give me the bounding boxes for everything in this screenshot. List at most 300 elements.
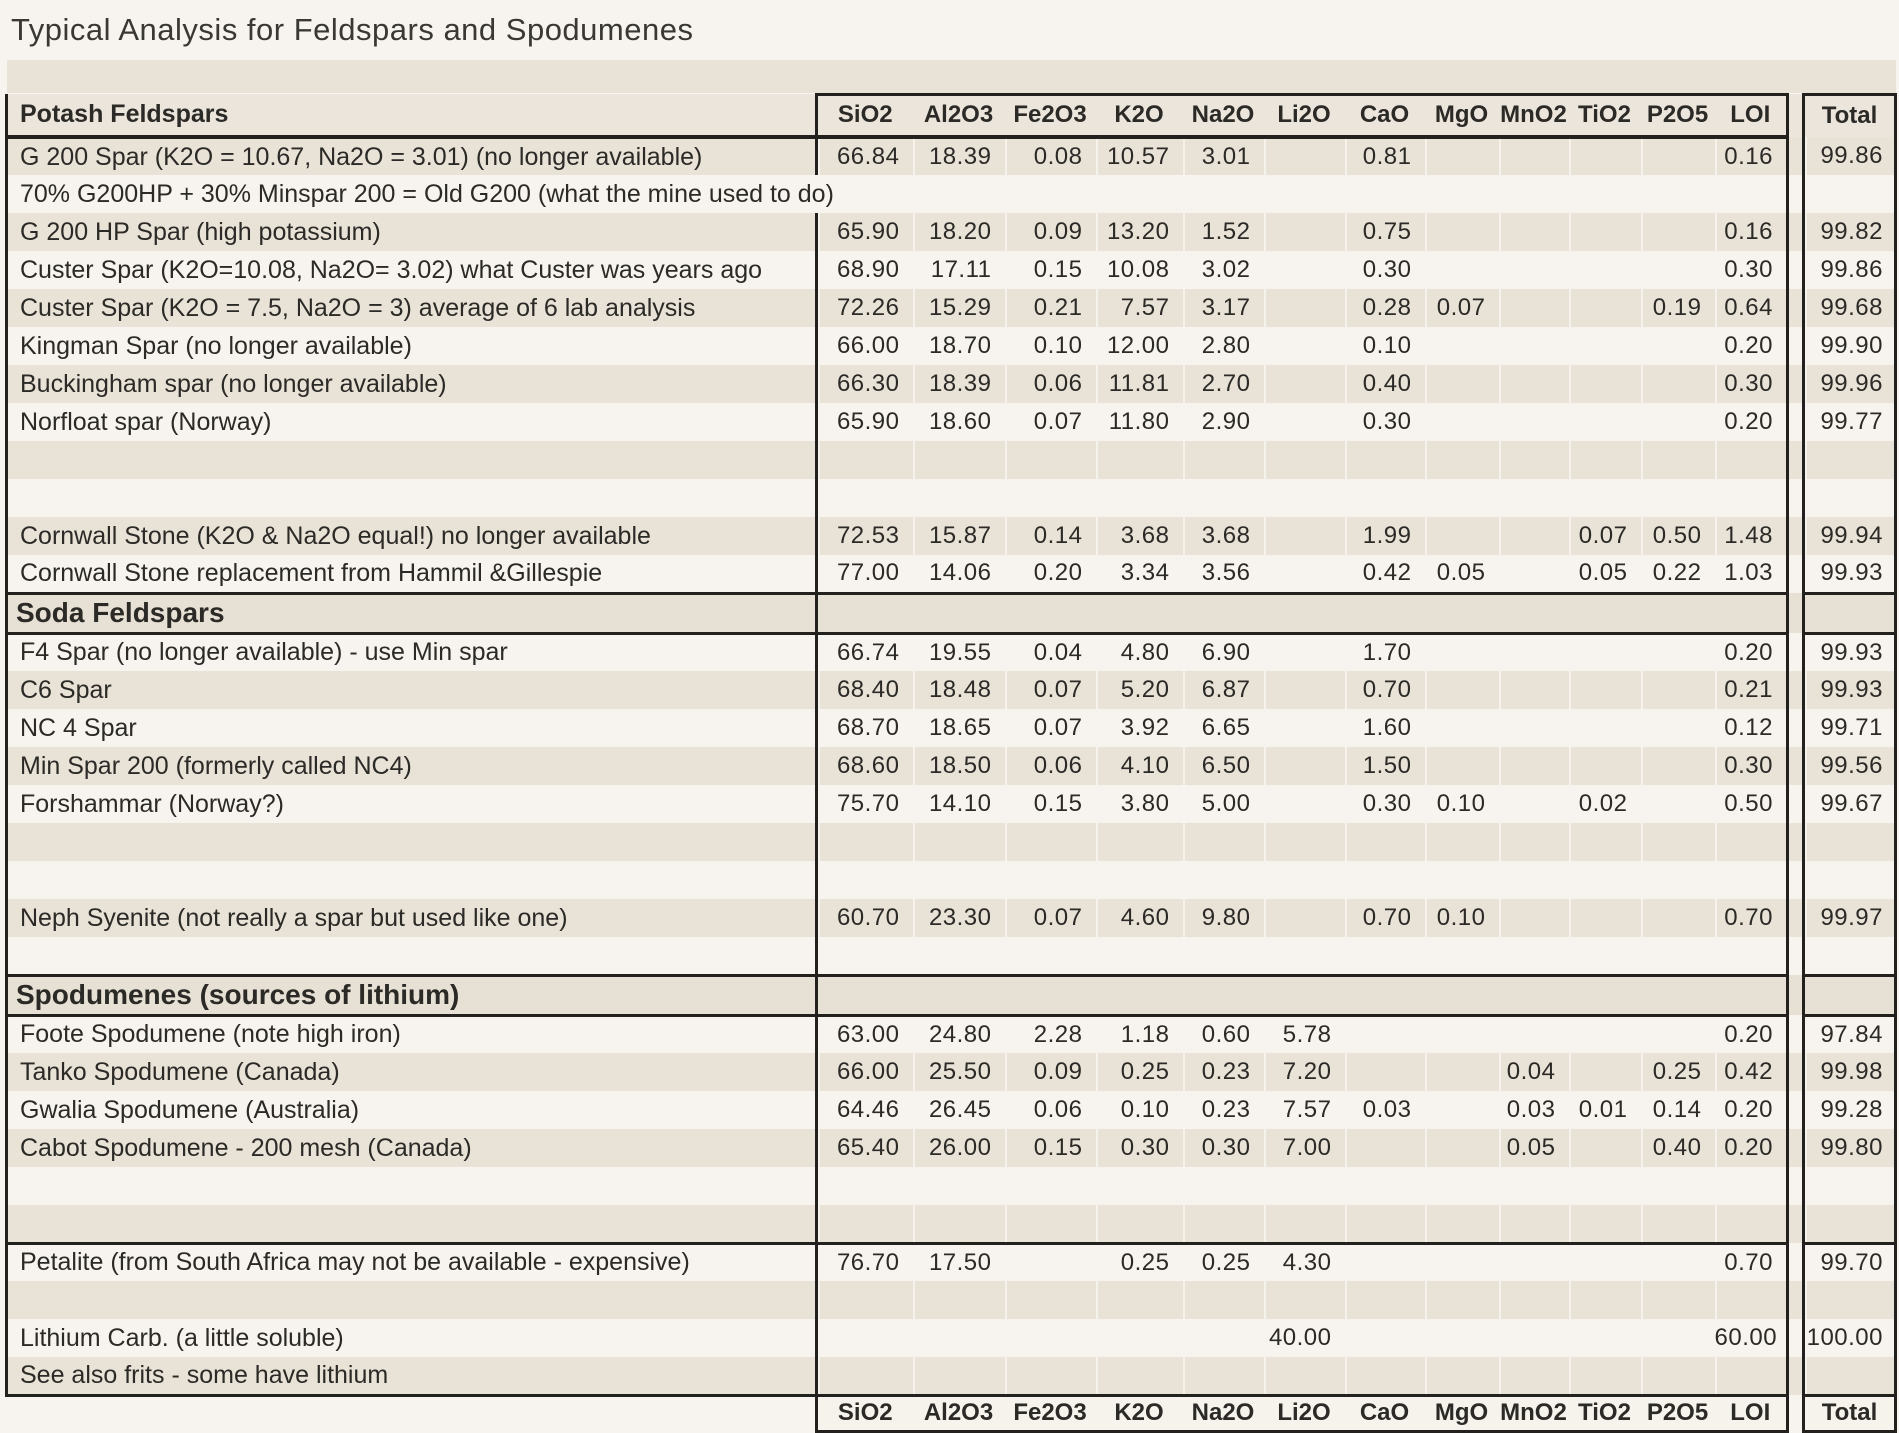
value-na2o: 0.23 bbox=[1201, 1096, 1251, 1123]
total-column-fill bbox=[1804, 593, 1896, 633]
material-row bbox=[7, 365, 1896, 403]
value-mno2 bbox=[1499, 479, 1569, 517]
column-gap bbox=[1788, 94, 1804, 137]
value-cao: 0.70 bbox=[1345, 899, 1425, 937]
value-fe2o3: 0.07 bbox=[1033, 408, 1083, 435]
value-fe2o3: 0.20 bbox=[1033, 559, 1083, 587]
value-mgo bbox=[1425, 327, 1499, 365]
value-tio2 bbox=[1569, 1281, 1641, 1319]
value-na2o bbox=[1183, 441, 1264, 479]
material-name: Gwalia Spodumene (Australia) bbox=[7, 1091, 817, 1129]
value-loi bbox=[1715, 1281, 1788, 1319]
value-p2o5 bbox=[1641, 633, 1715, 671]
value-mgo bbox=[1425, 633, 1499, 671]
column-gap bbox=[1788, 1319, 1804, 1357]
material-name: Petalite (from South Africa may not be available - expensive) bbox=[7, 1243, 817, 1281]
analysis-table bbox=[5, 60, 1897, 1433]
value-al2o3: 23.30 bbox=[913, 899, 1005, 937]
column-gap bbox=[1788, 823, 1804, 861]
value-k2o: 12.00 bbox=[1106, 332, 1170, 359]
value-li2o bbox=[1264, 709, 1345, 747]
value-mgo bbox=[1425, 1205, 1499, 1243]
column-header-fe2o3: Fe2O3 bbox=[1005, 94, 1096, 137]
value-loi: 0.20 bbox=[1715, 1129, 1788, 1167]
value-k2o: 3.34 bbox=[1120, 559, 1170, 587]
value-mno2: 0.04 bbox=[1499, 1053, 1569, 1091]
value-loi: 0.21 bbox=[1715, 671, 1788, 709]
blank-row bbox=[7, 1281, 1896, 1319]
material-name: Forshammar (Norway?) bbox=[7, 785, 817, 823]
analysis-table-body bbox=[7, 60, 1896, 1431]
value-al2o3: 26.00 bbox=[913, 1129, 1005, 1167]
material-row bbox=[7, 1015, 1896, 1053]
value-tio2: 0.02 bbox=[1578, 790, 1628, 817]
blank-row bbox=[7, 823, 1896, 861]
value-cao: 1.60 bbox=[1362, 714, 1412, 741]
value-loi bbox=[1715, 1205, 1788, 1243]
material-name: C6 Spar bbox=[7, 671, 817, 709]
material-name: NC 4 Spar bbox=[7, 709, 817, 747]
value-k2o: 4.80 bbox=[1120, 638, 1170, 666]
value-al2o3 bbox=[913, 1167, 1005, 1205]
value-al2o3: 26.45 bbox=[928, 1096, 992, 1123]
value-sio2: 72.53 bbox=[817, 517, 913, 555]
value-mno2 bbox=[1499, 1243, 1569, 1281]
value-mno2 bbox=[1499, 441, 1569, 479]
total-value: 100.00 bbox=[1804, 1319, 1896, 1357]
value-al2o3 bbox=[913, 479, 1005, 517]
value-loi bbox=[1715, 1357, 1788, 1395]
value-mno2 bbox=[1499, 709, 1569, 747]
value-li2o bbox=[1264, 1167, 1345, 1205]
value-cao bbox=[1345, 1167, 1425, 1205]
value-tio2 bbox=[1569, 1243, 1641, 1281]
value-loi: 1.03 bbox=[1715, 555, 1788, 593]
value-cao: 0.30 bbox=[1362, 408, 1412, 435]
column-gap bbox=[1788, 137, 1804, 175]
value-k2o: 11.80 bbox=[1108, 408, 1170, 435]
value-tio2 bbox=[1569, 709, 1641, 747]
value-sio2: 72.26 bbox=[817, 289, 913, 327]
value-loi: 0.70 bbox=[1715, 1243, 1788, 1281]
value-k2o: 11.81 bbox=[1096, 365, 1183, 403]
value-mno2 bbox=[1499, 1167, 1569, 1205]
material-row bbox=[7, 327, 1896, 365]
value-al2o3: 18.65 bbox=[928, 714, 992, 741]
value-fe2o3: 0.07 bbox=[1005, 671, 1096, 709]
value-na2o bbox=[1183, 479, 1264, 517]
value-k2o bbox=[1096, 1357, 1183, 1395]
value-mgo bbox=[1425, 479, 1499, 517]
value-mno2 bbox=[1499, 289, 1569, 327]
total-value: 99.96 bbox=[1804, 365, 1896, 403]
value-k2o: 4.60 bbox=[1096, 899, 1183, 937]
value-fe2o3: 0.14 bbox=[1005, 517, 1096, 555]
value-loi bbox=[1715, 1167, 1788, 1205]
value-mno2 bbox=[1499, 137, 1569, 175]
value-mno2 bbox=[1499, 213, 1569, 251]
material-name: Norfloat spar (Norway) bbox=[7, 403, 817, 441]
column-header-loi: LOI bbox=[1715, 94, 1788, 137]
value-fe2o3 bbox=[1005, 1319, 1096, 1357]
value-mno2 bbox=[1499, 251, 1569, 289]
material-name: Buckingham spar (no longer available) bbox=[7, 365, 817, 403]
blank-row bbox=[7, 937, 1896, 975]
value-fe2o3: 0.15 bbox=[1033, 790, 1083, 817]
material-row bbox=[7, 1053, 1896, 1091]
value-tio2 bbox=[1569, 327, 1641, 365]
material-row bbox=[7, 137, 1896, 175]
value-al2o3: 18.39 bbox=[913, 365, 1005, 403]
material-name: Min Spar 200 (formerly called NC4) bbox=[7, 747, 817, 785]
material-name bbox=[7, 937, 817, 975]
value-li2o bbox=[1264, 899, 1345, 937]
value-li2o bbox=[1264, 365, 1345, 403]
material-row bbox=[7, 709, 1896, 747]
value-na2o: 2.80 bbox=[1201, 332, 1251, 359]
value-tio2 bbox=[1569, 1319, 1641, 1357]
value-k2o bbox=[1096, 861, 1183, 899]
column-gap bbox=[1788, 633, 1804, 671]
value-li2o: 7.20 bbox=[1264, 1053, 1345, 1091]
value-na2o bbox=[1183, 1357, 1264, 1395]
value-sio2 bbox=[817, 1281, 913, 1319]
value-mno2 bbox=[1499, 365, 1569, 403]
value-al2o3 bbox=[913, 823, 1005, 861]
value-tio2 bbox=[1569, 823, 1641, 861]
value-mno2: 0.05 bbox=[1499, 1129, 1569, 1167]
section-title: Spodumenes (sources of lithium) bbox=[7, 975, 817, 1015]
value-cao: 1.99 bbox=[1345, 517, 1425, 555]
blank-row bbox=[7, 441, 1896, 479]
value-k2o: 0.25 bbox=[1096, 1243, 1183, 1281]
value-na2o bbox=[1183, 1167, 1264, 1205]
value-fe2o3: 0.07 bbox=[1033, 714, 1083, 741]
value-li2o bbox=[1264, 289, 1345, 327]
value-sio2: 66.84 bbox=[817, 137, 913, 175]
column-gap bbox=[1788, 671, 1804, 709]
value-fe2o3: 0.15 bbox=[1005, 1129, 1096, 1167]
material-name: G 200 HP Spar (high potassium) bbox=[7, 213, 817, 251]
value-tio2 bbox=[1569, 1205, 1641, 1243]
value-mgo bbox=[1425, 441, 1499, 479]
value-loi bbox=[1715, 823, 1788, 861]
value-k2o bbox=[1096, 823, 1183, 861]
value-mgo bbox=[1425, 517, 1499, 555]
value-na2o: 1.52 bbox=[1183, 213, 1264, 251]
value-p2o5 bbox=[1641, 1319, 1715, 1357]
value-na2o: 5.00 bbox=[1201, 790, 1251, 817]
footer-column-na2o: Na2O bbox=[1183, 1395, 1264, 1431]
value-k2o: 5.20 bbox=[1096, 671, 1183, 709]
value-cao bbox=[1345, 479, 1425, 517]
material-row bbox=[7, 671, 1896, 709]
value-sio2: 66.30 bbox=[817, 365, 913, 403]
column-gap bbox=[1788, 1281, 1804, 1319]
value-tio2 bbox=[1569, 289, 1641, 327]
material-name: F4 Spar (no longer available) - use Min spar bbox=[7, 633, 817, 671]
value-k2o: 10.08 bbox=[1106, 256, 1170, 283]
value-fe2o3 bbox=[1005, 823, 1096, 861]
total-value bbox=[1804, 861, 1896, 899]
footer-column-p2o5: P2O5 bbox=[1641, 1395, 1715, 1431]
value-p2o5 bbox=[1641, 1281, 1715, 1319]
total-value bbox=[1804, 1167, 1896, 1205]
value-na2o: 0.30 bbox=[1183, 1129, 1264, 1167]
material-name: Cornwall Stone replacement from Hammil &Gillespie bbox=[7, 555, 817, 593]
value-fe2o3 bbox=[1005, 1357, 1096, 1395]
material-name: Tanko Spodumene (Canada) bbox=[7, 1053, 817, 1091]
value-al2o3 bbox=[913, 441, 1005, 479]
value-li2o: 7.57 bbox=[1282, 1096, 1332, 1123]
value-sio2 bbox=[817, 441, 913, 479]
blank-row bbox=[7, 1167, 1896, 1205]
value-p2o5 bbox=[1641, 709, 1715, 747]
material-name: Cabot Spodumene - 200 mesh (Canada) bbox=[7, 1129, 817, 1167]
value-cao: 1.50 bbox=[1345, 747, 1425, 785]
material-row bbox=[7, 899, 1896, 937]
value-mgo bbox=[1425, 937, 1499, 975]
value-loi: 0.64 bbox=[1715, 289, 1788, 327]
value-fe2o3: 2.28 bbox=[1033, 1020, 1083, 1048]
value-loi: 60.00 bbox=[1715, 1319, 1788, 1357]
value-mgo bbox=[1425, 1281, 1499, 1319]
material-row bbox=[7, 403, 1896, 441]
material-row bbox=[7, 1243, 1896, 1281]
value-tio2 bbox=[1569, 137, 1641, 175]
column-gap bbox=[1788, 1167, 1804, 1205]
blank-row bbox=[7, 1205, 1896, 1243]
value-al2o3 bbox=[913, 1319, 1005, 1357]
value-p2o5: 0.22 bbox=[1652, 559, 1702, 587]
top-stripe-row bbox=[7, 60, 1896, 94]
value-k2o: 1.18 bbox=[1120, 1020, 1170, 1048]
value-mgo bbox=[1425, 213, 1499, 251]
value-al2o3: 24.80 bbox=[928, 1020, 992, 1048]
value-fe2o3: 0.06 bbox=[1033, 1096, 1083, 1123]
material-name: See also frits - some have lithium bbox=[7, 1357, 817, 1395]
value-k2o bbox=[1096, 1281, 1183, 1319]
total-column-fill bbox=[1804, 975, 1896, 1015]
value-li2o bbox=[1264, 823, 1345, 861]
value-loi: 0.16 bbox=[1715, 137, 1788, 175]
value-sio2: 66.00 bbox=[817, 1053, 913, 1091]
column-header-p2o5: P2O5 bbox=[1641, 94, 1715, 137]
value-na2o bbox=[1183, 1319, 1264, 1357]
value-mno2 bbox=[1499, 633, 1569, 671]
top-stripe-band bbox=[7, 60, 1896, 94]
value-na2o: 2.90 bbox=[1201, 408, 1251, 435]
value-k2o: 3.80 bbox=[1120, 790, 1170, 817]
value-na2o: 0.23 bbox=[1183, 1053, 1264, 1091]
column-header-mgo: MgO bbox=[1425, 94, 1499, 137]
material-name bbox=[7, 823, 817, 861]
value-p2o5 bbox=[1641, 1357, 1715, 1395]
value-al2o3: 18.39 bbox=[913, 137, 1005, 175]
material-name bbox=[7, 1281, 817, 1319]
value-cao bbox=[1345, 937, 1425, 975]
value-tio2: 0.07 bbox=[1569, 517, 1641, 555]
column-gap bbox=[1788, 899, 1804, 937]
value-na2o bbox=[1183, 1281, 1264, 1319]
total-value: 99.82 bbox=[1804, 213, 1896, 251]
value-fe2o3: 0.07 bbox=[1005, 899, 1096, 937]
value-li2o bbox=[1264, 1281, 1345, 1319]
total-value bbox=[1804, 1357, 1896, 1395]
column-gap bbox=[1788, 975, 1804, 1015]
column-gap bbox=[1788, 327, 1804, 365]
value-mgo: 0.05 bbox=[1436, 559, 1486, 587]
value-sio2 bbox=[817, 1319, 913, 1357]
value-al2o3 bbox=[913, 937, 1005, 975]
page-title: Typical Analysis for Feldspars and Spodumenes bbox=[11, 12, 694, 47]
material-row bbox=[7, 785, 1896, 823]
value-fe2o3: 0.10 bbox=[1033, 332, 1083, 359]
total-value: 99.67 bbox=[1804, 785, 1896, 823]
value-fe2o3: 0.06 bbox=[1005, 365, 1096, 403]
value-p2o5 bbox=[1641, 785, 1715, 823]
value-loi: 0.20 bbox=[1715, 327, 1788, 365]
value-k2o bbox=[1096, 1205, 1183, 1243]
total-value bbox=[1804, 1205, 1896, 1243]
value-al2o3 bbox=[913, 1357, 1005, 1395]
value-na2o bbox=[1183, 823, 1264, 861]
value-li2o bbox=[1264, 633, 1345, 671]
column-header-mno2: MnO2 bbox=[1499, 94, 1569, 137]
material-name: Kingman Spar (no longer available) bbox=[7, 327, 817, 365]
value-cao: 0.81 bbox=[1345, 137, 1425, 175]
value-li2o bbox=[1264, 671, 1345, 709]
material-name bbox=[7, 1205, 817, 1243]
value-cao bbox=[1345, 1015, 1425, 1053]
material-row bbox=[7, 1357, 1896, 1395]
value-al2o3: 25.50 bbox=[913, 1053, 1005, 1091]
value-li2o bbox=[1264, 747, 1345, 785]
value-fe2o3: 0.08 bbox=[1005, 137, 1096, 175]
value-li2o: 7.00 bbox=[1264, 1129, 1345, 1167]
value-al2o3 bbox=[913, 1205, 1005, 1243]
total-value: 99.93 bbox=[1804, 555, 1896, 593]
value-mno2 bbox=[1499, 671, 1569, 709]
value-k2o: 10.57 bbox=[1096, 137, 1183, 175]
value-cao: 0.10 bbox=[1362, 332, 1412, 359]
column-header-na2o: Na2O bbox=[1183, 94, 1264, 137]
blank-row bbox=[7, 861, 1896, 899]
value-na2o: 0.25 bbox=[1183, 1243, 1264, 1281]
value-fe2o3 bbox=[1005, 479, 1096, 517]
value-cao: 0.03 bbox=[1362, 1096, 1412, 1123]
material-name: Lithium Carb. (a little soluble) bbox=[7, 1319, 817, 1357]
value-mno2 bbox=[1499, 747, 1569, 785]
total-column-header: Total bbox=[1804, 94, 1896, 137]
value-fe2o3 bbox=[1005, 441, 1096, 479]
total-value: 99.90 bbox=[1804, 327, 1896, 365]
column-gap bbox=[1788, 1053, 1804, 1091]
value-loi: 0.42 bbox=[1715, 1053, 1788, 1091]
value-li2o bbox=[1264, 555, 1345, 593]
footer-column-tio2: TiO2 bbox=[1569, 1395, 1641, 1431]
value-fe2o3: 0.09 bbox=[1005, 213, 1096, 251]
value-sio2 bbox=[817, 937, 913, 975]
value-mno2 bbox=[1499, 823, 1569, 861]
value-na2o: 6.50 bbox=[1183, 747, 1264, 785]
value-cao bbox=[1345, 1357, 1425, 1395]
value-mgo bbox=[1425, 709, 1499, 747]
value-loi: 0.12 bbox=[1715, 709, 1788, 747]
value-mno2 bbox=[1499, 403, 1569, 441]
total-value bbox=[1804, 1281, 1896, 1319]
footer-column-al2o3: Al2O3 bbox=[913, 1395, 1005, 1431]
value-al2o3: 15.87 bbox=[913, 517, 1005, 555]
material-name: Cornwall Stone (K2O & Na2O equal!) no longer available bbox=[7, 517, 817, 555]
value-sio2: 65.90 bbox=[836, 408, 900, 435]
total-value bbox=[1804, 937, 1896, 975]
value-cao: 1.70 bbox=[1362, 638, 1412, 666]
value-al2o3: 18.20 bbox=[913, 213, 1005, 251]
value-cao: 0.42 bbox=[1362, 559, 1412, 587]
value-li2o: 5.78 bbox=[1282, 1020, 1332, 1048]
value-na2o: 3.17 bbox=[1183, 289, 1264, 327]
total-value: 99.94 bbox=[1804, 517, 1896, 555]
total-value bbox=[1804, 479, 1896, 517]
value-p2o5 bbox=[1641, 137, 1715, 175]
column-gap bbox=[1788, 365, 1804, 403]
value-mgo bbox=[1425, 671, 1499, 709]
value-p2o5: 0.14 bbox=[1652, 1096, 1702, 1123]
value-k2o bbox=[1096, 1167, 1183, 1205]
value-loi: 0.70 bbox=[1715, 899, 1788, 937]
value-cao bbox=[1345, 1205, 1425, 1243]
value-cao bbox=[1345, 861, 1425, 899]
total-value bbox=[1804, 441, 1896, 479]
value-na2o: 6.90 bbox=[1201, 638, 1251, 666]
value-na2o: 3.68 bbox=[1183, 517, 1264, 555]
value-loi bbox=[1715, 441, 1788, 479]
section-header-row bbox=[7, 593, 1896, 633]
value-mgo bbox=[1425, 1091, 1499, 1129]
value-mgo bbox=[1425, 137, 1499, 175]
value-tio2 bbox=[1569, 861, 1641, 899]
column-gap bbox=[1788, 1243, 1804, 1281]
value-cao bbox=[1345, 823, 1425, 861]
value-li2o bbox=[1264, 327, 1345, 365]
total-value bbox=[1804, 823, 1896, 861]
value-li2o bbox=[1264, 479, 1345, 517]
value-sio2: 64.46 bbox=[836, 1096, 900, 1123]
column-gap bbox=[1788, 517, 1804, 555]
column-gap bbox=[1788, 555, 1804, 593]
column-gap bbox=[1788, 747, 1804, 785]
section-header-fill bbox=[817, 975, 1788, 1015]
value-loi: 0.30 bbox=[1715, 747, 1788, 785]
value-na2o: 6.65 bbox=[1201, 714, 1251, 741]
value-li2o bbox=[1264, 1357, 1345, 1395]
total-value: 99.93 bbox=[1804, 671, 1896, 709]
value-li2o bbox=[1264, 213, 1345, 251]
value-p2o5 bbox=[1641, 1205, 1715, 1243]
value-fe2o3 bbox=[1005, 861, 1096, 899]
value-li2o bbox=[1264, 137, 1345, 175]
value-mno2 bbox=[1499, 861, 1569, 899]
value-cao: 0.70 bbox=[1345, 671, 1425, 709]
value-fe2o3: 0.04 bbox=[1033, 638, 1083, 666]
value-cao bbox=[1345, 1319, 1425, 1357]
value-tio2 bbox=[1569, 937, 1641, 975]
value-tio2: 0.01 bbox=[1578, 1096, 1628, 1123]
total-value: 99.80 bbox=[1804, 1129, 1896, 1167]
total-value: 99.68 bbox=[1804, 289, 1896, 327]
total-value: 99.77 bbox=[1804, 403, 1896, 441]
